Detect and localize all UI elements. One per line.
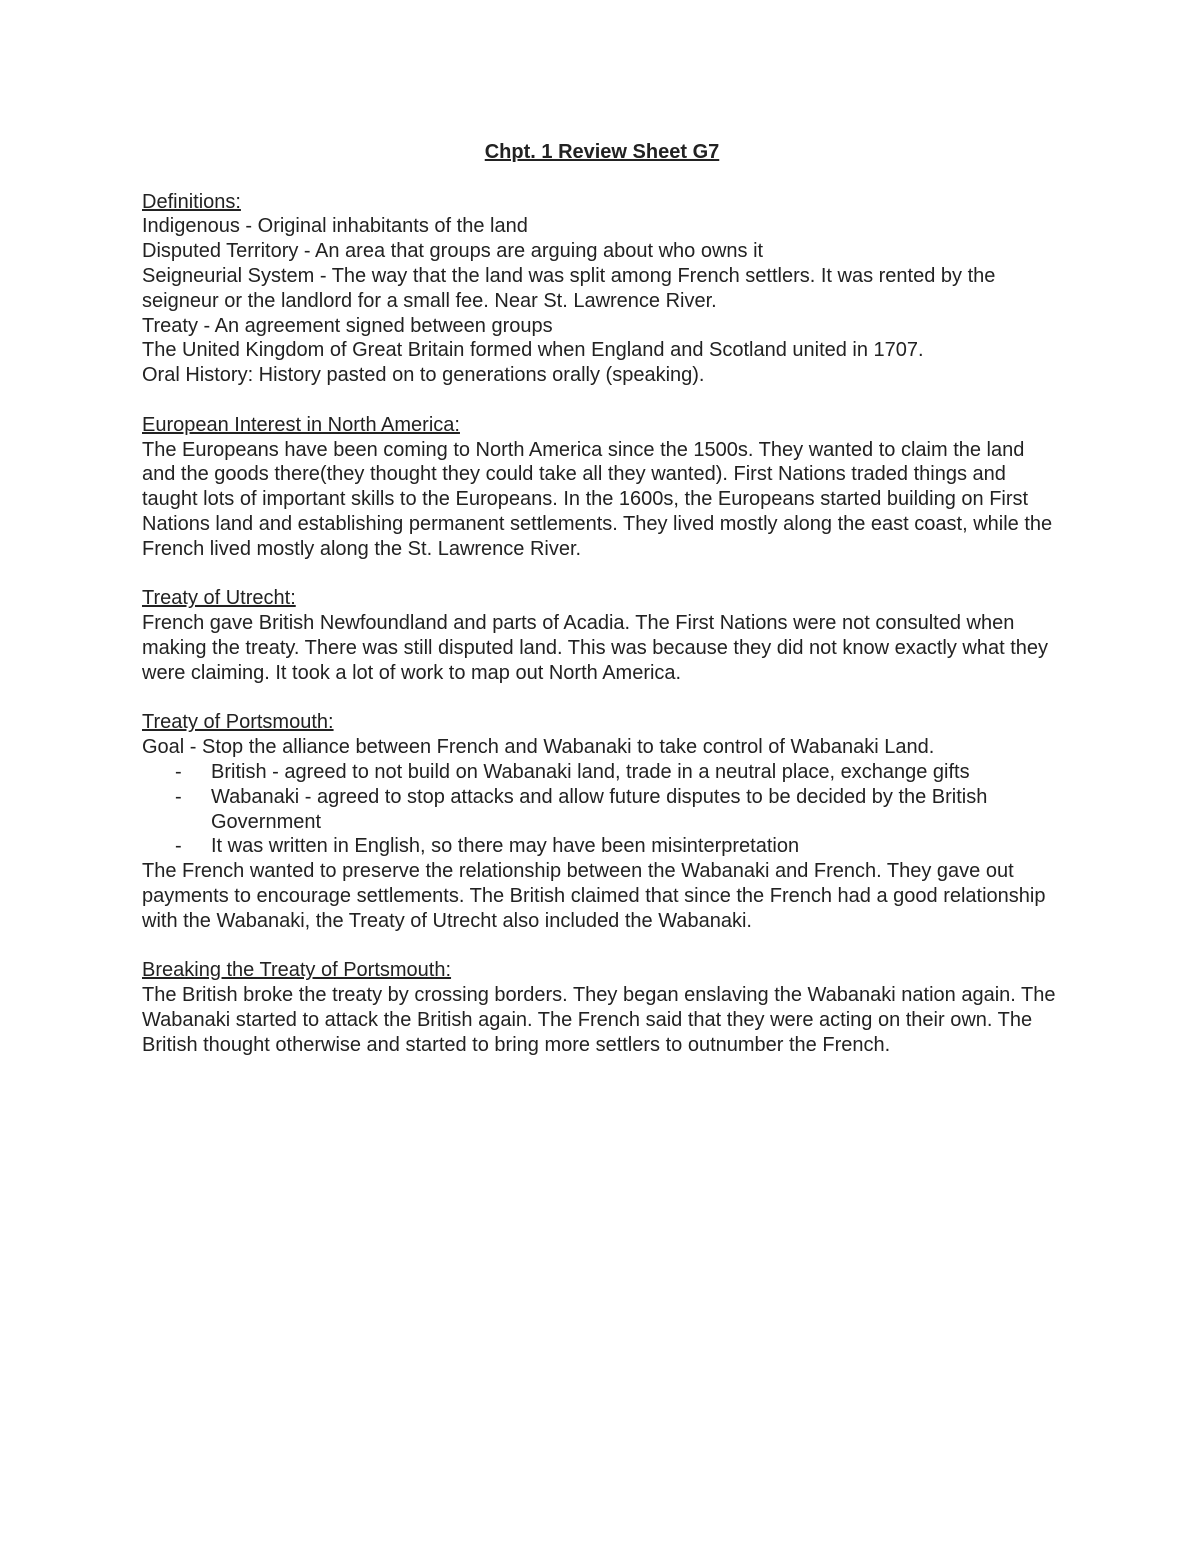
- list-item: [142, 834, 1062, 859]
- utrecht-heading: Treaty of Utrecht:: [142, 587, 296, 610]
- definition-treaty: Treaty - An agreement signed between groups: [142, 314, 553, 337]
- definition-united-kingdom: The United Kingdom of Great Britain formed when England and Scotland united in 1707.: [142, 339, 924, 362]
- portsmouth-heading: Treaty of Portsmouth:: [142, 711, 334, 734]
- bullet-dash: -: [175, 760, 182, 783]
- portsmouth-bullet-list: [142, 760, 1062, 859]
- definitions-heading: Definitions:: [142, 190, 241, 213]
- definition-seigneurial-system: Seigneurial System - The way that the land was split among French settlers. It was rented by the seigneur or the landlord for a small fee. Near St. Lawrence River.: [142, 264, 996, 312]
- breaking-section: [142, 958, 1062, 1057]
- utrecht-section: [142, 586, 1062, 685]
- definitions-section: [142, 190, 1062, 388]
- european-interest-heading: European Interest in North America:: [142, 413, 460, 436]
- bullet-dash: -: [175, 835, 182, 858]
- portsmouth-section: [142, 710, 1062, 933]
- breaking-heading: Breaking the Treaty of Portsmouth:: [142, 959, 452, 982]
- bullet-text-english: It was written in English, so there may have been misinterpretation: [211, 835, 800, 858]
- portsmouth-body: The French wanted to preserve the relationship between the Wabanaki and French. They gave out payments to encourage settlements. The British claimed that since the French had a good relationship with the Wabanaki, the Treaty of Utrecht also included the Wabanaki.: [142, 860, 1046, 932]
- utrecht-body: French gave British Newfoundland and parts of Acadia. The First Nations were not consulted when making the treaty. There was still disputed land. This was because they did not know exactly what they were claiming. It took a lot of work to map out North America.: [142, 612, 1049, 684]
- document-page: [142, 140, 1062, 1082]
- definition-oral-history: Oral History: History pasted on to generations orally (speaking).: [142, 364, 705, 387]
- bullet-text-british: British - agreed to not build on Wabanaki land, trade in a neutral place, exchange gifts: [211, 760, 970, 783]
- definition-indigenous: Indigenous - Original inhabitants of the land: [142, 215, 528, 238]
- european-interest-section: [142, 413, 1062, 562]
- definition-disputed-territory: Disputed Territory - An area that groups are arguing about who owns it: [142, 240, 764, 263]
- european-interest-body: The Europeans have been coming to North America since the 1500s. They wanted to claim the land and the goods there(they thought they could take all they wanted). First Nations traded things and taught lots of important skills to the Europeans. In the 1600s, the Europeans started building on First Nations land and establishing permanent settlements. They lived mostly along the east coast, while the French lived mostly along the St. Lawrence River.: [142, 438, 1053, 560]
- portsmouth-goal: Goal - Stop the alliance between French and Wabanaki to take control of Wabanaki Land.: [142, 736, 935, 759]
- document-title: Chpt. 1 Review Sheet G7: [484, 141, 720, 163]
- bullet-dash: -: [175, 785, 182, 808]
- list-item: [142, 760, 1062, 785]
- breaking-body: The British broke the treaty by crossing borders. They began enslaving the Wabanaki nation again. The Wabanaki started to attack the British again. The French said that they were acting on their own. The British thought otherwise and started to bring more settlers to outnumber the French.: [142, 984, 1056, 1056]
- list-item: [142, 785, 1062, 835]
- bullet-text-wabanaki: Wabanaki - agreed to stop attacks and allow future disputes to be decided by the British Government: [211, 785, 988, 833]
